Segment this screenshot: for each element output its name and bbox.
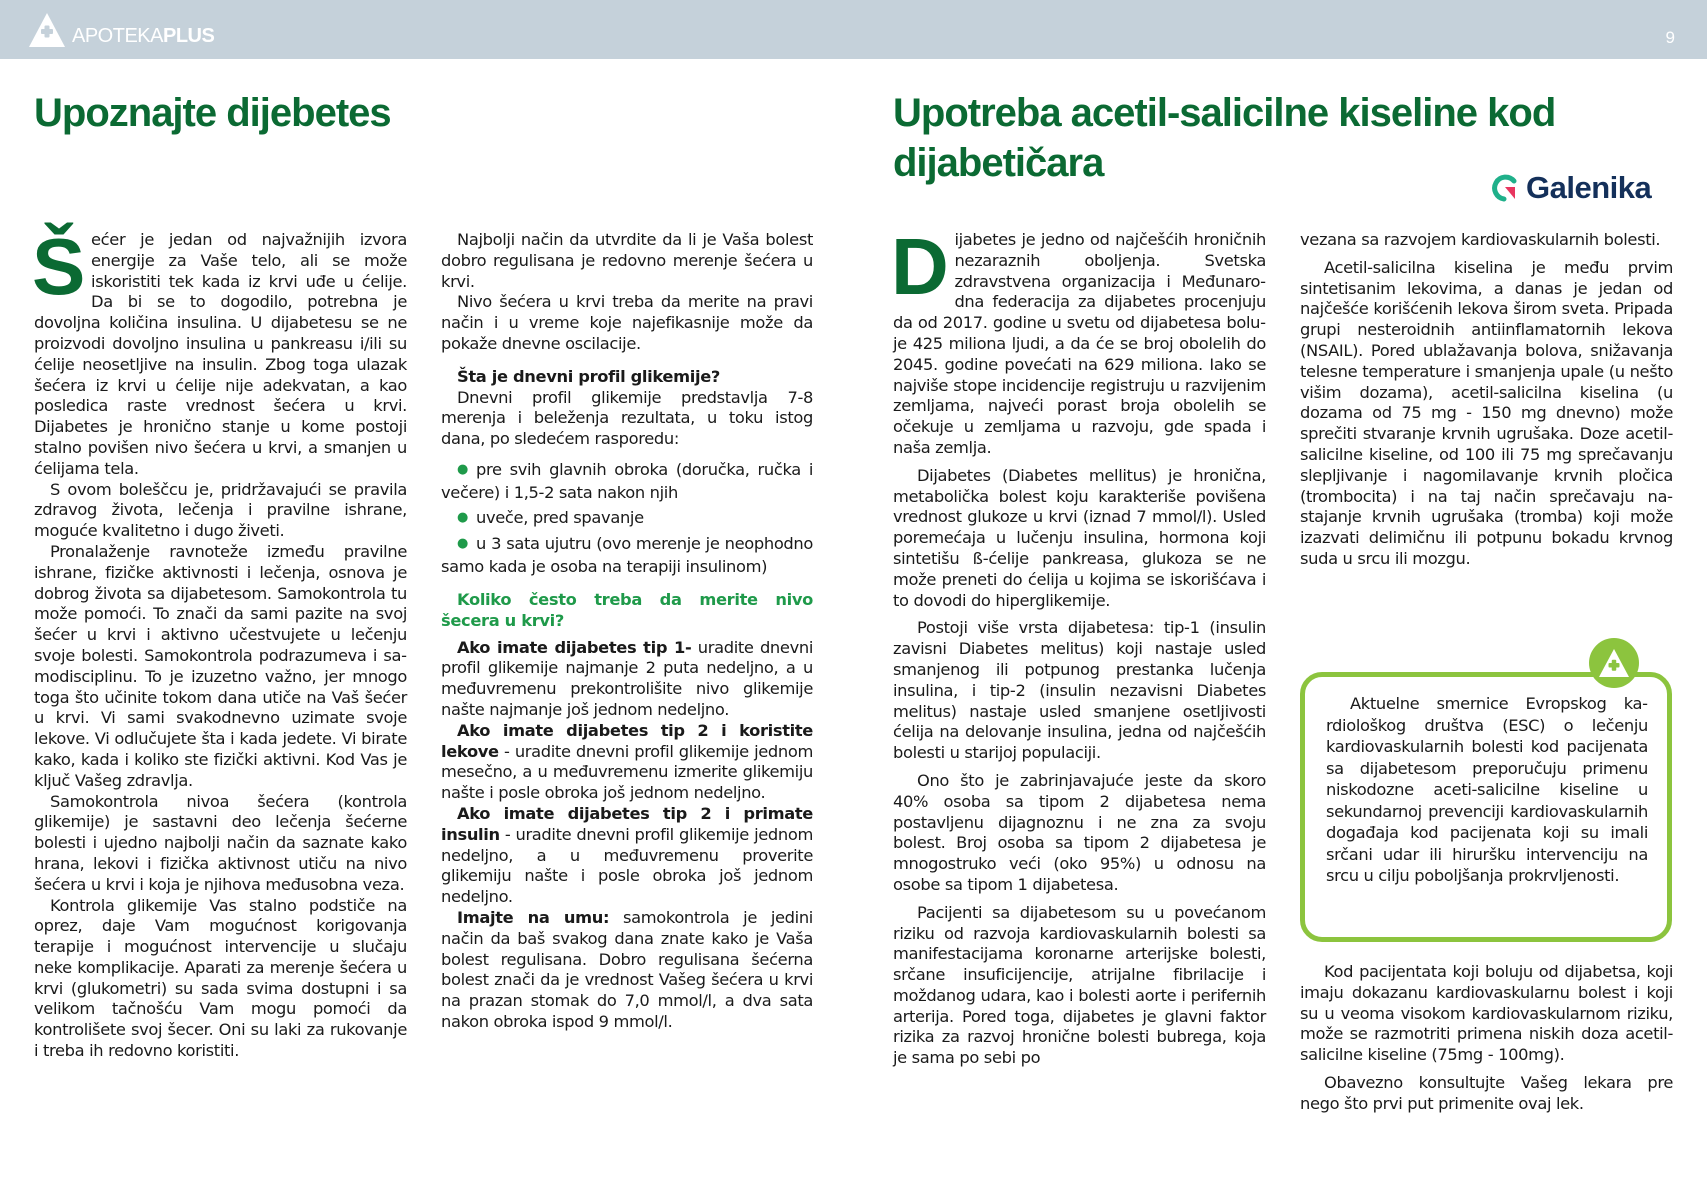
page-number: 9 (1665, 28, 1675, 47)
right-article-title: Upotreba acetil-salicilne kiseline kod dijabetičara (893, 91, 1556, 185)
paragraph: Postoji više vrsta dijabetesa: tip-1 (insulin zavisni Diabetes melitus) koji nastaje usled smanjenog ili potpunog prestanka lučenja insulina, i tip-2 (insulin nezavisni Diabetes melitus) nastaje usled smanjene osetljivosti ćelija na delovanje insulina, jedna od najčešćih bolesti u starijoj populaciji. (893, 618, 1266, 763)
rule-lead: Ako imate dijabetes tip 2 i koristite lekove (441, 720, 813, 761)
rule-text: - uradite dnevni profil glikemije jednom mesečno, a u međuvremenu izmerite glikemiju našte i posle obroka još jednom nedeljno. (441, 741, 813, 803)
galenika-logo (1490, 170, 1651, 206)
rule-lead: Ako imate dijabetes tip 2 i primate insulin (441, 803, 813, 844)
left-article-title: Upoznajte dijebetes (34, 91, 391, 135)
rule-text: uradite dnevni profil glikemije najmanje 2 puta nedeljno, a u međuvremenu prekontrolišite nivo glikemije našte najmanje još jednom nedeljno. (441, 637, 813, 719)
paragraph: Pacijenti sa dijabetesom su u povećanom riziku od razvoja kardiovaskularnih bolesti sa manifestacijama koronarne arterijske bolesti, srčane insuficijencije, atrijalne fibrilacije i moždanog udara, kao i bolesti aorte i perifernih arterija. Pored toga, dijabetes je glavni faktor rizika za razvoj hronične bolesti bubrega, koja je sama po sebi po (893, 902, 1266, 1068)
callout-text: Aktuelne smernice Evropskog kardiološkog društva (ESC) o lečenju kardiovaskularnih bolesti kod pacijenata sa dijabetesom preporučuju primenu niskodozne aceti-salicilne kiseline u sekundarnoj prevenciji kardiovaskularnih događaja kod pacijenata koji su imali srčani udar ili hiruršku intervenciju na srcu u cilju poboljšanja prokrvljenosti. (1326, 694, 1648, 885)
paragraph: S ovom boleščcu je, pridržavajući se pravila zdravog života, lečenja i pravilne ishrane, moguće kvalitetno i dugo živeti. (34, 479, 407, 541)
subheading-daily-profile: Šta je dnevni profil glikemije? (457, 366, 720, 386)
rule-text: samokontrola je jedini način da baš svakog dana znate kako je Vaša bolest regulisana. Dobro regulisana šećerna bolest znači da je vrednost Vašeg šećera u krvi na prazan stomak do 7,0 mmol/l, a dva sata nakon obroka ispod 9 mmol/l. (441, 907, 813, 1031)
paragraph: Dnevni profil glikemije predstavlja 7-8 merenja i beleženja rezultata, u toku istog dana, po sledećem rasporedu: (441, 387, 813, 449)
paragraph (32, 222, 407, 480)
galenika-logo-icon (1490, 174, 1518, 202)
dropcap: D (891, 222, 949, 311)
paragraph: Najbolji način da utvrdite da li je Vaša bolest dobro regulisana je redovno merenje šećera u krvi. (441, 230, 813, 291)
paragraph: Samokontrola nivoa šećera (kontrola glikemije) je sastavni deo lečenja šećerne bolesti i ujedno najbolji način da saznate kako hrana, lekovi i fizička aktivnost utiču na nivo šećera u krvi i koja je njihova međusobna veza. (34, 791, 407, 894)
rule-paragraph (441, 638, 813, 721)
paragraph-text: ijabetes je jedno od najčešćih hroničnih nezaraznih oboljenja. Svetska zdravstvena organizacija i Međunarodna federacija za dijabetes procenjuju da od 2017. godine u svetu od dijabetesa boluje 425 miliona ljudi, a da će se broj obolelih do 2045. godine povećati na 629 miliona. Iako se najviše stope incidencije registruju u razvijenim zemljama, najveći porast broja obolelih se očekuje u zemljama u razvoju, gde spada i naša zemlja. (893, 230, 1266, 457)
bullet-text: u 3 sata ujutru (ovo merenje je neophodno samo kada je osoba na terapiji insulinom) (441, 534, 813, 577)
sponsor-name: Galenika (1526, 170, 1652, 205)
bullet-text: uveče, pred spavanje (476, 507, 644, 527)
paragraph: Kontrola glikemije Vas stalno podstiče na oprez, daje Vam mogućnost korigovanja terapije i mogućnost intervencije u slučaju neke komplikacije. Aparati za merenje šećera u krvi (glukometri) su sada svima dostupni i sa velikom tačnošću Vam mogu pomoći da kontrolišete svoj šecer. Oni su laki za rukovanje i treba ih redovno koristiti. (34, 895, 407, 1061)
bullet-item (441, 508, 813, 531)
paragraph: Pronalaženje ravnoteže između pravilne ishrane, fizičke aktivnosti i lečenja, osnova je dobrog života sa dijabetesom. Samokontrola tu može pomoći. To znači da sami pazite na svoj šećer u krvi i aktivno učestvujete u lečenju svoje bolesti. Samokontrola podrazumeva i samodisciplinu. To je izuzetno važno, jer mnogo toga što učinite tokom dana utiče na Vaš šećer u krvi. Vi sami svakodnevno uzimate svoje lekove. Vi odlučujete šta i kada jedete. Vi birate kako, kada i koliko ste fizički aktivni. Kod Vas je ključ Vašeg zdravlja. (34, 541, 407, 790)
paragraph: Kod pacijentata koji boluju od dijabetsa, koji imaju dokazanu kardiovaskularnu bolest i koji su u veoma visokom kardiovaskularnom riziku, može se razmotriti primena niskih doza acetil-salicilne kiseline (75mg - 100mg). (1300, 962, 1673, 1065)
header-bar (0, 0, 1707, 59)
rule-paragraph (441, 908, 813, 1033)
paragraph: Dijabetes (Diabetes mellitus) je hronična, metabolička bolest koju karakteriše povišena vrednost glukoze u krvi (iznad 7 mmol/l). Usled poremećaja u lučenju insulina, hormona koji sintetišu ß-ćelije pankreasa, glukoza se ne može preneti do ćelija u kojima se iskorišćava i to dovodi do hiperglikemije. (893, 465, 1266, 610)
bullet-dot-icon: ● (457, 536, 468, 552)
left-article-column-1 (32, 222, 407, 1062)
callout-badge (1589, 638, 1639, 688)
paragraph: vezana sa razvojem kardiovaskularnih bolesti. (1300, 230, 1661, 249)
right-article-column-2 (1300, 230, 1673, 577)
right-article-column-1 (891, 222, 1266, 1076)
paragraph: Nivo šećera u krvi treba da merite na pravi način i u vreme koje najefikasnije može da pokaže dnevne oscilacije. (441, 292, 813, 353)
left-article-column-2 (441, 230, 813, 1033)
bullet-text: pre svih glavnih obroka (doručka, ručka i večere) i 1,5-2 sata nakon njih (441, 459, 813, 502)
brand-light: APOTEKA (72, 25, 163, 47)
paragraph (891, 222, 1266, 459)
apoteka-logo-icon (28, 12, 66, 48)
bullet-item (441, 534, 813, 578)
bullet-dot-icon: ● (457, 461, 468, 477)
bullet-dot-icon: ● (457, 509, 468, 525)
paragraph-text: ećer je jedan od najvažnijih izvora energije za Vaše telo, ali se može iskoristiti tek kada iz krvi uđe u ćelije. Da bi se to dogodilo, potrebna je dovoljna količina insulina. U dijabetesu se ne proizvodi dovoljno insulina u pankreasu i/ili su ćelije neosetljive na insulin. Zbog toga ulazak šećera iz krvi u ćelije nije adekvatan, a kao posledica raste vrednost šećera u krvi. Dijabetes je hronično stanje u kome postoji stalno povišen nivo šećera u krvi, a smanjen u ćelijama tela. (34, 230, 407, 478)
bullet-item (441, 460, 813, 504)
rule-paragraph (441, 721, 813, 804)
rule-lead: Imajte na umu: (457, 907, 610, 927)
rule-text: - uradite dnevni profil glikemije jednom nedeljno, a u međuvremenu proverite glikemiju našte i posle obroka još jednom nedeljno. (441, 824, 813, 907)
rule-paragraph (441, 804, 813, 908)
brand-name (72, 26, 214, 48)
right-article-column-2-bottom (1300, 962, 1673, 1115)
paragraph: Acetil-salicilna kiselina je među prvim sintetisanim lekovima, a danas je jedan od najčešće korišćenih lekova širom sveta. Pripada grupi nesteroidnih antiinflamatornih lekova (NSAIL). Pored ublažavanja bolova, snižavanja telesne temperature i smanjenja upale (u nešto višim dozama), acetil-salicilna kiselina (u dozama od 75 mg - 150 mg dnevno) može sprečiti stvaranje krvnih ugrušaka. Doze acetil-salicilne kiseline, od 100 ili 75 mg sprečavanju slepljivanje i nagomilavanje krvnih pločica (trombocita) i na taj način sprečavaju nastajanje krvnih ugrušaka (tromba) koji može izazvati delimičnu ili potpunu bokadu krvnog suda u srcu ili mozgu. (1300, 257, 1673, 568)
apoteka-plus-logo (28, 12, 214, 48)
paragraph: Ono što je zabrinjavajuće jeste da skoro 40% osoba sa tipom 2 dijabetesa nema postavljenu dijagnoznu i ne zna za svoju bolest. Broj osoba sa tipom 2 dijabetesa je mnogostruko veći (oko 95%) u odnosu na osobe sa tipom 1 dijabetesa. (893, 770, 1266, 894)
dropcap: Š (32, 222, 86, 311)
apoteka-cross-icon (1598, 648, 1630, 678)
paragraph: Obavezno konsultujte Vašeg lekara pre nego što prvi put primenite ovaj lek. (1300, 1072, 1673, 1113)
subheading-how-often: Koliko često treba da merite nivo šecera u krvi? (441, 589, 813, 630)
brand-bold: PLUS (162, 25, 215, 47)
rule-lead: Ako imate dijabetes tip 1- (457, 637, 692, 657)
